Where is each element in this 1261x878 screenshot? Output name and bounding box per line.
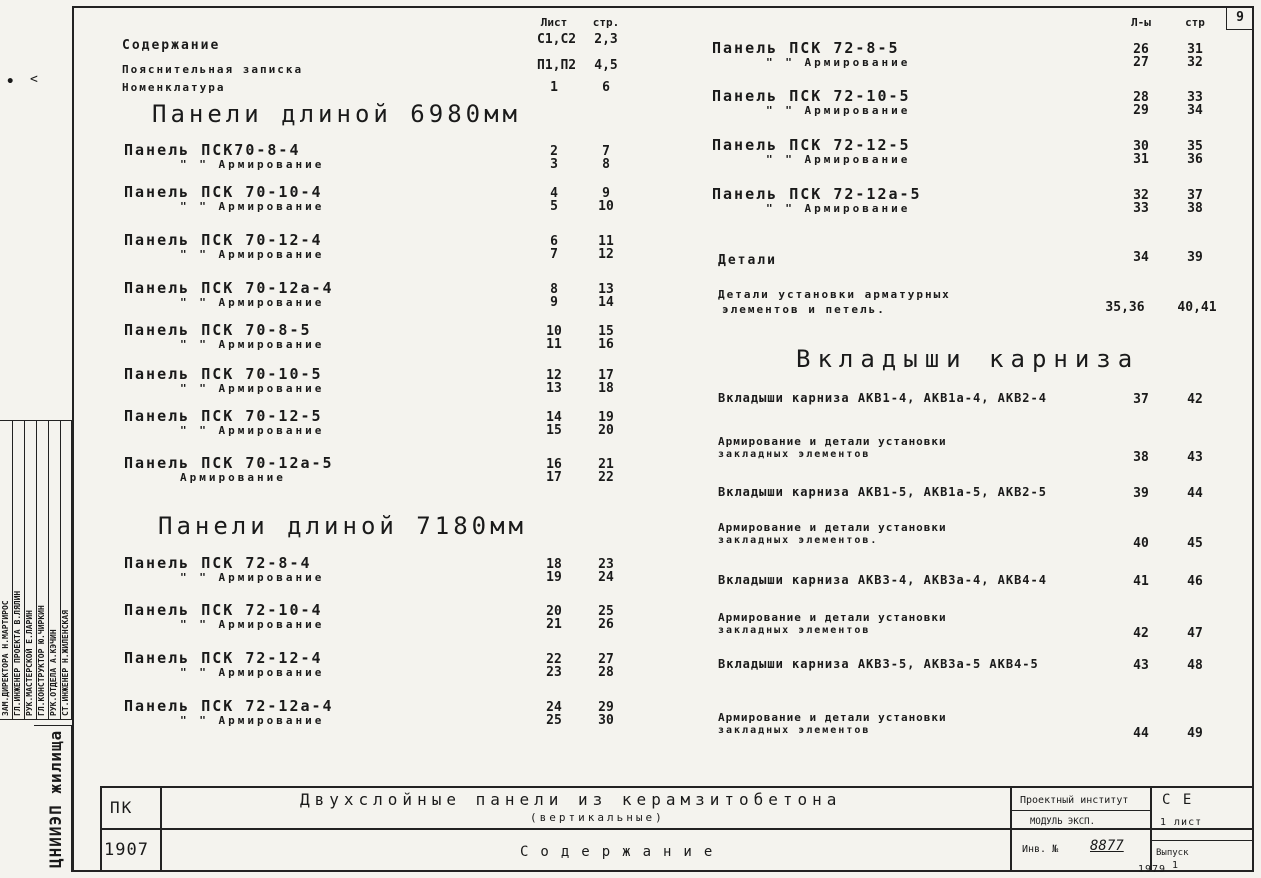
panel-entry-sheet: 23: [546, 665, 562, 680]
details-entry-title: Детали: [718, 253, 777, 268]
stamp-row: СТ.ИНЖЕНЕР Н.ЖИЛЕНСКАЯ: [61, 610, 70, 716]
panel-entry-sheet: 20: [546, 604, 562, 619]
panel-entry-sheet: 28: [1133, 90, 1149, 105]
section-heading-6980: Панели длиной 6980мм: [152, 100, 521, 128]
panel-entry-title: Панель ПСК 72-8-4: [124, 554, 312, 572]
panel-entry-sheet: 11: [546, 337, 562, 352]
series-code: ПК: [110, 798, 134, 817]
page-mark: 9: [1236, 10, 1244, 25]
panel-entry-sheet: 9: [550, 295, 558, 310]
inv-label: Инв. №: [1022, 844, 1059, 855]
panel-entry-sheet: 22: [546, 652, 562, 667]
panel-entry-sheet: 24: [546, 700, 562, 715]
titleblock-div2: [1010, 786, 1012, 872]
panel-entry-title: Панель ПСК 70-12а-5: [124, 454, 334, 472]
insert-entry-page: 45: [1187, 536, 1203, 551]
inv-number: 8877: [1090, 838, 1124, 854]
nomenclature-entry-page: 6: [602, 80, 610, 95]
panel-entry-page: 30: [598, 713, 614, 728]
insert-entry-sheet: 38: [1133, 450, 1149, 465]
right-header-page: стр: [1185, 16, 1205, 29]
titleblock-left-line: [100, 786, 102, 872]
insert-entry-sheet: 43: [1133, 658, 1149, 673]
insert-entry-title: Вкладыши карниза АКВ3-5, АКВ3а-5 АКВ4-5: [718, 657, 1039, 671]
panel-entry-sub: " " Армирование: [180, 296, 325, 309]
institute-logo: ЦНИИЭП жилища: [46, 729, 65, 868]
insert-entry-sheet: 42: [1133, 626, 1149, 641]
note-entry-page: 4,5: [594, 58, 618, 73]
titleblock-org-line: [1010, 810, 1150, 811]
stamp-row: РУК.ОТДЕЛА А.КЭЧИН: [49, 629, 58, 716]
panel-entry-title: Панель ПСК 70-8-5: [124, 321, 312, 339]
panel-entry-sub: " " Армирование: [180, 158, 325, 171]
panel-entry-sub: " " Армирование: [180, 338, 325, 351]
insert-entry-page: 42: [1187, 392, 1203, 407]
panel-entry-title: Панель ПСК 72-10-4: [124, 601, 323, 619]
panel-entry-page: 8: [602, 157, 610, 172]
titleblock-div3: [1150, 786, 1152, 872]
panel-entry-page: 9: [602, 186, 610, 201]
panel-entry-page: 7: [602, 144, 610, 159]
titleblock-div1: [160, 786, 162, 872]
panel-entry-page: 19: [598, 410, 614, 425]
section-heading-7180: Панели длиной 7180мм: [158, 512, 527, 540]
panel-entry-sheet: 4: [550, 186, 558, 201]
insert-entry-page: 47: [1187, 626, 1203, 641]
panel-entry-page: 33: [1187, 90, 1203, 105]
panel-entry-page: 26: [598, 617, 614, 632]
frame-left: [72, 6, 74, 872]
stamp-row: РУК.МАСТЕРСКОЙ Е.ЛАРИН: [25, 610, 34, 716]
panel-entry-sheet: 27: [1133, 55, 1149, 70]
panel-entry-page: 11: [598, 234, 614, 249]
panel-entry-page: 36: [1187, 152, 1203, 167]
panel-entry-page: 29: [598, 700, 614, 715]
left-header-page: стр.: [592, 16, 620, 29]
insert-entry-page: 48: [1187, 658, 1203, 673]
panel-entry-sheet: 3: [550, 157, 558, 172]
panel-entry-sheet: 18: [546, 557, 562, 572]
panel-entry-page: 28: [598, 665, 614, 680]
titleblock-stage-line: [1150, 840, 1254, 841]
right-header-sheet: Л-ы: [1131, 16, 1151, 29]
panel-entry-title: Панель ПСК 70-10-4: [124, 183, 323, 201]
panel-entry-sub: Армирование: [180, 471, 286, 484]
insert-entry-title: Армирование и детали установки: [718, 711, 947, 724]
panel-entry-sheet: 32: [1133, 188, 1149, 203]
footer-note: 1979: [1138, 864, 1167, 875]
panel-entry-page: 12: [598, 247, 614, 262]
frame-top: [72, 6, 1252, 8]
panel-entry-sub: " " Армирование: [180, 248, 325, 261]
panel-entry-title: Панель ПСК 72-12-5: [712, 136, 911, 154]
panel-entry-page: 35: [1187, 139, 1203, 154]
panel-entry-sub: " " Армирование: [180, 666, 325, 679]
section-heading-inserts: Вкладыши карниза: [796, 345, 1140, 373]
insert-entry-title: Армирование и детали установки: [718, 611, 947, 624]
stamp-row: ГЛ.КОНСТРУКТОР Ю.ЧИРКИН: [37, 605, 46, 716]
insert-entry-sub: закладных элементов: [718, 449, 871, 460]
panel-entry-sheet: 25: [546, 713, 562, 728]
panel-entry-title: Панель ПСК 70-12-4: [124, 231, 323, 249]
panel-entry-sheet: 26: [1133, 42, 1149, 57]
panel-entry-page: 23: [598, 557, 614, 572]
panel-entry-title: Панель ПСК 70-12-5: [124, 407, 323, 425]
panel-entry-sheet: 19: [546, 570, 562, 585]
insert-entry-title: Армирование и детали установки: [718, 521, 947, 534]
insert-entry-sub: закладных элементов.: [718, 535, 879, 546]
details2-entry-sheet: 35,36: [1105, 300, 1145, 315]
margin-mark: •: [6, 74, 17, 90]
org-name-2: МОДУЛЬ ЭКСП.: [1030, 817, 1096, 827]
insert-entry-page: 49: [1187, 726, 1203, 741]
contents-entry-page: 2,3: [594, 32, 618, 47]
panel-entry-sheet: 15: [546, 423, 562, 438]
panel-entry-page: 27: [598, 652, 614, 667]
panel-entry-sub: " " Армирование: [766, 202, 911, 215]
nomenclature-entry-title: Номенклатура: [122, 81, 226, 94]
panel-entry-page: 34: [1187, 103, 1203, 118]
details2-entry-title: Детали установки арматурных: [718, 288, 951, 301]
panel-entry-page: 10: [598, 199, 614, 214]
panel-entry-page: 22: [598, 470, 614, 485]
insert-entry-page: 43: [1187, 450, 1203, 465]
insert-entry-title: Вкладыши карниза АКВ3-4, АКВ3а-4, АКВ4-4: [718, 573, 1047, 587]
org-name: Проектный институт: [1020, 795, 1129, 806]
panel-entry-sheet: 7: [550, 247, 558, 262]
panel-entry-sub: " " Армирование: [180, 200, 325, 213]
margin-mark: <: [30, 72, 40, 87]
panel-entry-sheet: 16: [546, 457, 562, 472]
panel-entry-sheet: 2: [550, 144, 558, 159]
contents-entry-title: Содержание: [122, 38, 221, 53]
panel-entry-sub: " " Армирование: [180, 618, 325, 631]
panel-entry-sheet: 30: [1133, 139, 1149, 154]
panel-entry-sub: " " Армирование: [766, 153, 911, 166]
stamp-row: ГЛ.ИНЖЕНЕР ПРОЕКТА В.ЛЯЛИН: [13, 590, 22, 716]
panel-entry-page: 17: [598, 368, 614, 383]
insert-entry-sheet: 41: [1133, 574, 1149, 589]
main-title: Двухслойные панели из керамзитобетона: [300, 790, 842, 809]
insert-entry-sheet: 40: [1133, 536, 1149, 551]
panel-entry-title: Панель ПСК 70-10-5: [124, 365, 323, 383]
details2-entry-page: 40,41: [1177, 300, 1217, 315]
stage-label: С Е: [1162, 792, 1194, 808]
left-header-sheet: Лист: [540, 16, 568, 29]
panel-entry-sheet: 10: [546, 324, 562, 339]
content-title: Содержание: [520, 844, 725, 860]
panel-entry-page: 16: [598, 337, 614, 352]
panel-entry-title: Панель ПСК 72-12а-4: [124, 697, 334, 715]
panel-entry-page: 32: [1187, 55, 1203, 70]
frame-bottom: [72, 870, 1254, 872]
contents-entry-sheet: С1,С2: [537, 32, 577, 47]
panel-entry-sub: " " Армирование: [180, 571, 325, 584]
panel-entry-page: 21: [598, 457, 614, 472]
panel-entry-sheet: 13: [546, 381, 562, 396]
issue-value: 1: [1172, 860, 1181, 871]
panel-entry-sheet: 14: [546, 410, 562, 425]
panel-entry-sub: " " Армирование: [180, 714, 325, 727]
details2-entry-sub: элементов и петель.: [722, 303, 886, 316]
note-entry-title: Пояснительная записка: [122, 63, 304, 76]
panel-entry-sub: " " Армирование: [180, 382, 325, 395]
panel-entry-sheet: 6: [550, 234, 558, 249]
frame-right: [1252, 6, 1254, 872]
insert-entry-title: Армирование и детали установки: [718, 435, 947, 448]
panel-entry-page: 38: [1187, 201, 1203, 216]
note-entry-sheet: П1,П2: [537, 58, 577, 73]
insert-entry-page: 44: [1187, 486, 1203, 501]
panel-entry-sub: " " Армирование: [766, 104, 911, 117]
panel-entry-page: 24: [598, 570, 614, 585]
insert-entry-sheet: 37: [1133, 392, 1149, 407]
panel-entry-sheet: 17: [546, 470, 562, 485]
panel-entry-sub: " " Армирование: [180, 424, 325, 437]
panel-entry-title: Панель ПСК 72-12-4: [124, 649, 323, 667]
insert-entry-page: 46: [1187, 574, 1203, 589]
insert-entry-title: Вкладыши карниза АКВ1-5, АКВ1а-5, АКВ2-5: [718, 485, 1047, 499]
panel-entry-page: 13: [598, 282, 614, 297]
panel-entry-title: Панель ПСК 72-10-5: [712, 87, 911, 105]
panel-entry-sheet: 8: [550, 282, 558, 297]
panel-entry-page: 20: [598, 423, 614, 438]
panel-entry-page: 14: [598, 295, 614, 310]
insert-entry-sub: закладных элементов: [718, 625, 871, 636]
details-entry-page: 39: [1187, 250, 1203, 265]
stage-value: 1 лист: [1160, 817, 1203, 828]
panel-entry-sheet: 12: [546, 368, 562, 383]
stamp-row: ЗАМ.ДИРЕКТОРА Н.МАРТИРОС: [1, 600, 10, 716]
panel-entry-page: 31: [1187, 42, 1203, 57]
panel-entry-page: 25: [598, 604, 614, 619]
panel-entry-sheet: 33: [1133, 201, 1149, 216]
panel-entry-title: Панель ПСК 72-8-5: [712, 39, 900, 57]
titleblock-top-line: [100, 786, 1254, 788]
main-subtitle: (вертикальные): [530, 811, 665, 824]
panel-entry-sheet: 31: [1133, 152, 1149, 167]
panel-entry-sheet: 21: [546, 617, 562, 632]
series-number: 1907: [104, 840, 149, 860]
nomenclature-entry-sheet: 1: [550, 80, 558, 95]
insert-entry-sheet: 44: [1133, 726, 1149, 741]
panel-entry-sheet: 29: [1133, 103, 1149, 118]
details-entry-sheet: 34: [1133, 250, 1149, 265]
insert-entry-sheet: 39: [1133, 486, 1149, 501]
insert-entry-title: Вкладыши карниза АКВ1-4, АКВ1а-4, АКВ2-4: [718, 391, 1047, 405]
panel-entry-page: 18: [598, 381, 614, 396]
panel-entry-title: Панель ПСК70-8-4: [124, 141, 301, 159]
panel-entry-title: Панель ПСК 72-12а-5: [712, 185, 922, 203]
insert-entry-sub: закладных элементов: [718, 725, 871, 736]
panel-entry-sheet: 5: [550, 199, 558, 214]
panel-entry-page: 37: [1187, 188, 1203, 203]
panel-entry-title: Панель ПСК 70-12а-4: [124, 279, 334, 297]
panel-entry-page: 15: [598, 324, 614, 339]
panel-entry-sub: " " Армирование: [766, 56, 911, 69]
issue-label: Выпуск: [1156, 848, 1189, 858]
